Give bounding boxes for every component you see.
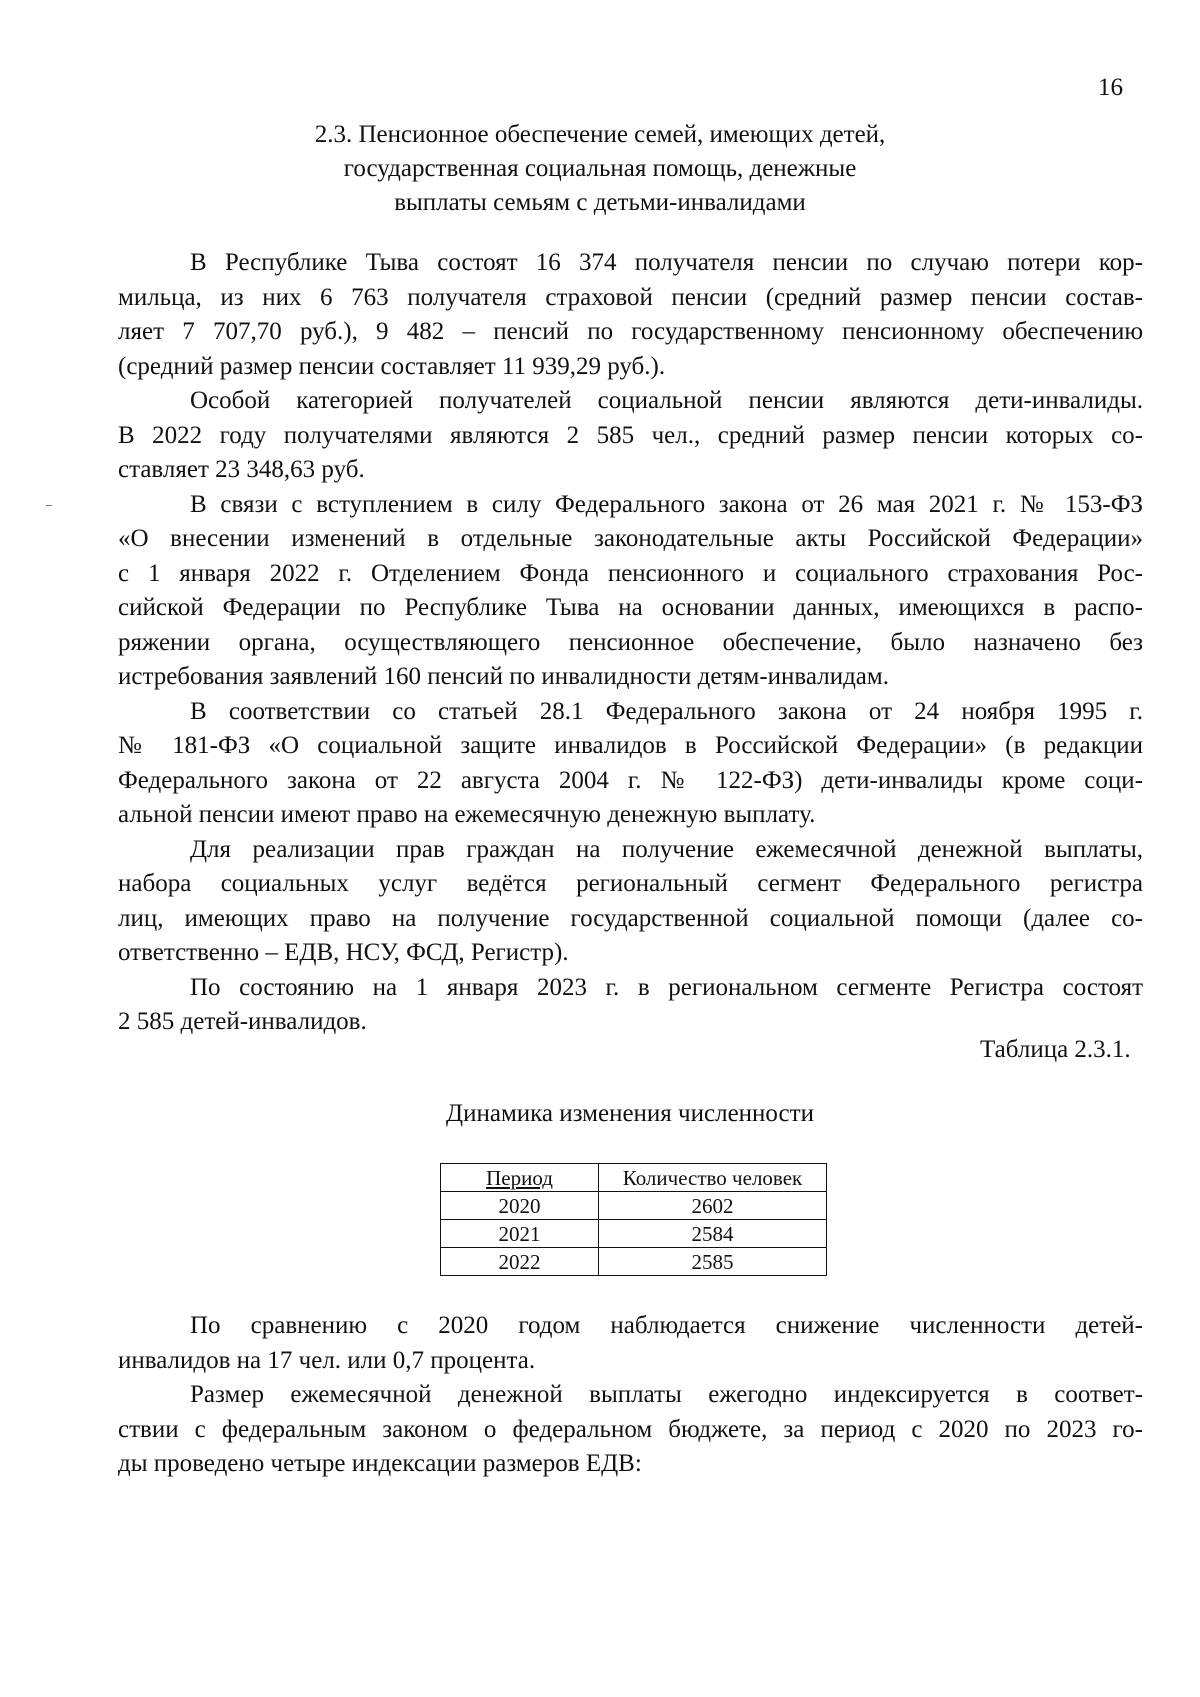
text-line: По состоянию на 1 января 2023 г. в региональном сегменте Регистра состоят: [190, 973, 1143, 1001]
text-line: ляет 7 707,70 руб.), 9 482 – пенсий по государственному пенсионному обеспечению: [118, 318, 1143, 345]
text-line: По сравнению с 2020 годом наблюдается снижение численности детей-: [190, 1312, 1143, 1339]
column-header-count: Количество человек: [599, 1164, 827, 1192]
text-line: ставляет 23 348,63 руб.: [118, 456, 365, 483]
heading-line: государственная социальная помощь, денежные: [343, 155, 857, 182]
table-title: Динамика изменения численности: [446, 1100, 814, 1127]
text-line: Особой категорией получателей социальной пенсии являются дети-инвалиды.: [190, 387, 1143, 414]
table-row: [441, 1220, 827, 1248]
paragraph: [118, 246, 1143, 384]
text-line: набора социальных услуг ведётся региональный сегмент Федерального регистра: [118, 870, 1143, 897]
text-line: 2 585 детей-инвалидов.: [118, 1008, 367, 1035]
text-line: истребования заявлений 160 пенсий по инвалидности детям-инвалидам.: [118, 663, 889, 690]
text-line: В соответствии со статьей 28.1 Федерального закона от 24 ноября 1995 г.: [190, 697, 1143, 725]
table-caption: Таблица 2.3.1.: [980, 1036, 1131, 1063]
text-line: (средний размер пенсии составляет 11 939,29 руб.).: [118, 352, 666, 380]
table-cell-period: 2020: [441, 1192, 599, 1220]
text-line: мильца, из них 6 763 получателя страховой пенсии (средний размер пенсии состав-: [118, 283, 1143, 311]
paragraph: [118, 833, 1143, 971]
text-line: сийской Федерации по Республике Тыва на основании данных, имеющихся в распо-: [118, 594, 1143, 621]
table-cell-count: 2585: [599, 1248, 827, 1276]
table-cell-count: 2602: [599, 1192, 827, 1220]
table-cell-period: 2021: [441, 1220, 599, 1248]
text-line: В 2022 году получателями являются 2 585 чел., средний размер пенсии которых со-: [118, 421, 1143, 449]
data-table: [440, 1163, 827, 1276]
paragraph: [118, 695, 1143, 833]
text-line: лиц, имеющих право на получение государственной социальной помощи (далее со-: [118, 904, 1143, 932]
text-line: Размер ежемесячной денежной выплаты ежегодно индексируется в соответ-: [190, 1381, 1143, 1408]
text-line: ряжении органа, осуществляющего пенсионное обеспечение, было назначено без: [118, 628, 1143, 656]
text-line: с 1 января 2022 г. Отделением Фонда пенсионного и социального страхования Рос-: [118, 559, 1143, 587]
table-cell-count: 2584: [599, 1220, 827, 1248]
paragraph: [118, 488, 1143, 695]
heading-line: выплаты семьям с детьми-инвалидами: [394, 189, 806, 216]
text-line: инвалидов на 17 чел. или 0,7 процента.: [118, 1346, 536, 1374]
table-row: [441, 1192, 827, 1220]
paragraph: [118, 1309, 1143, 1378]
text-line: ствии с федеральным законом о федеральном бюджете, за период с 2020 по 2023 го-: [118, 1415, 1143, 1443]
text-line: «О внесении изменений в отдельные законодательные акты Российской Федерации»: [118, 525, 1143, 552]
paragraph: [118, 384, 1143, 488]
table-header-row: [441, 1164, 827, 1192]
paragraph: [118, 1378, 1143, 1482]
text-line: ды проведено четыре индексации размеров ЕДВ:: [118, 1450, 642, 1477]
text-line: ответственно – ЕДВ, НСУ, ФСД, Регистр).: [118, 939, 569, 966]
column-header-period: Период: [441, 1164, 599, 1192]
page-number: 16: [1098, 74, 1123, 101]
heading-line: 2.3. Пенсионное обеспечение семей, имеющих детей,: [314, 121, 886, 148]
text-line: В связи с вступлением в силу Федерального закона от 26 мая 2021 г. № 153-ФЗ: [190, 490, 1143, 518]
body-text-continued: [118, 1309, 1143, 1482]
text-line: № 181-ФЗ «О социальной защите инвалидов в Российской Федерации» (в редакции: [118, 732, 1143, 759]
table-row: [441, 1248, 827, 1276]
text-line: В Республике Тыва состоят 16 374 получателя пенсии по случаю потери кор-: [190, 249, 1143, 276]
table-cell-period: 2022: [441, 1248, 599, 1276]
paragraph: [118, 971, 1143, 1040]
body-text: [118, 246, 1143, 1040]
text-line: альной пенсии имеют право на ежемесячную денежную выплату.: [118, 801, 816, 828]
margin-mark: [46, 505, 52, 506]
text-line: Для реализации прав граждан на получение ежемесячной денежной выплаты,: [190, 835, 1143, 863]
text-line: Федерального закона от 22 августа 2004 г. № 122-ФЗ) дети-инвалиды кроме соци-: [118, 766, 1143, 794]
section-heading: [160, 118, 1040, 220]
